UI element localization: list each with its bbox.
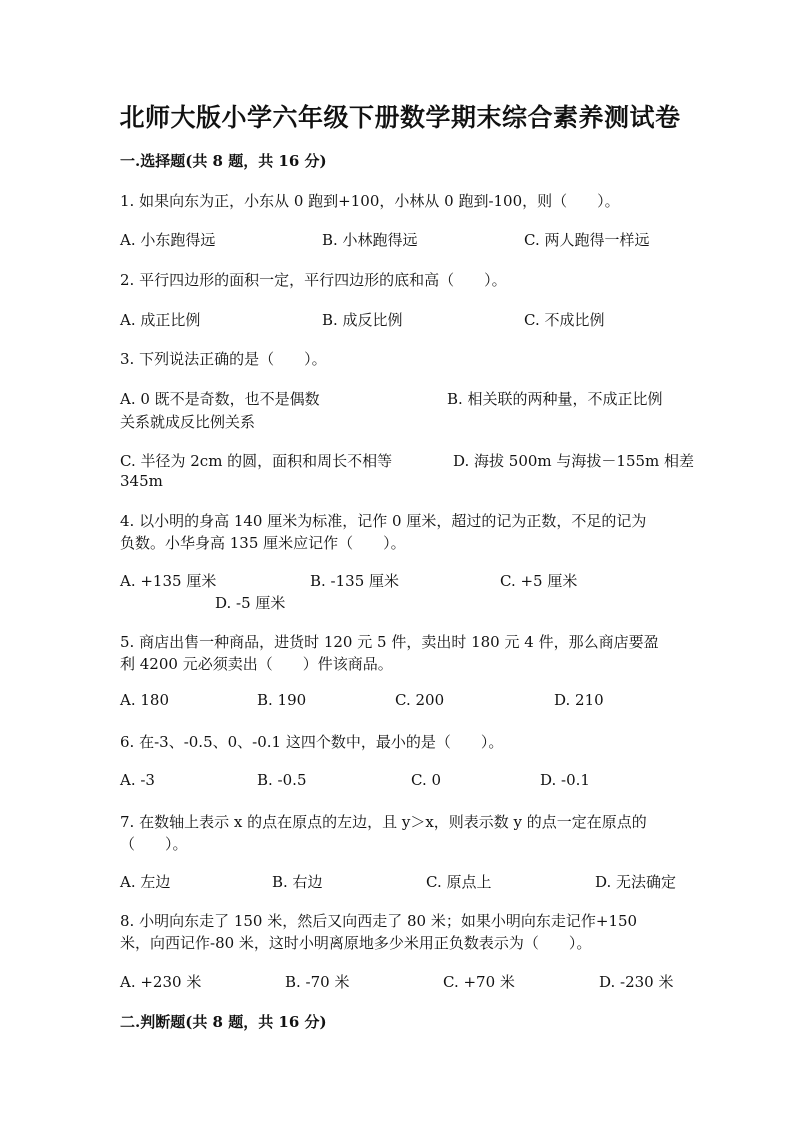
question-5-option-c: C. 200 <box>395 691 445 709</box>
question-5-option-d: D. 210 <box>554 691 604 709</box>
question-5-option-a: A. 180 <box>120 691 169 709</box>
section-heading-multiple-choice: 一.选择题(共 8 题，共 16 分) <box>120 152 327 170</box>
question-8-option-b: B. -70 米 <box>285 973 350 991</box>
question-7-option-a: A. 左边 <box>120 873 171 891</box>
question-1-option-c: C. 两人跑得一样远 <box>524 231 650 249</box>
question-4-option-c: C. +5 厘米 <box>500 572 578 590</box>
question-1-option-a: A. 小东跑得远 <box>120 231 216 249</box>
question-4-stem-line-2: 负数。小华身高 135 厘米应记作（ ）。 <box>120 534 406 552</box>
question-3-option-c: C. 半径为 2cm 的圆，面积和周长不相等 <box>120 452 393 470</box>
question-2-option-c: C. 不成比例 <box>524 311 605 329</box>
question-5-stem-line-1: 5. 商店出售一种商品，进货时 120 元 5 件，卖出时 180 元 4 件，那么商店要盈 <box>120 633 659 651</box>
question-7-stem-line-1: 7. 在数轴上表示 x 的点在原点的左边，且 y＞x，则表示数 y 的点一定在原点的 <box>120 813 647 831</box>
question-3-option-a: A. 0 既不是奇数，也不是偶数 <box>120 390 320 408</box>
question-4-option-b: B. -135 厘米 <box>310 572 400 590</box>
question-3-stem: 3. 下列说法正确的是（ ）。 <box>120 350 327 368</box>
question-5-stem-line-2: 利 4200 元必须卖出（ ）件该商品。 <box>120 655 393 673</box>
question-7-option-b: B. 右边 <box>272 873 323 891</box>
question-2-stem: 2. 平行四边形的面积一定，平行四边形的底和高（ ）。 <box>120 271 507 289</box>
question-8-option-c: C. +70 米 <box>443 973 515 991</box>
question-6-stem: 6. 在-3、-0.5、0、-0.1 这四个数中，最小的是（ ）。 <box>120 733 504 751</box>
question-7-option-d: D. 无法确定 <box>595 873 677 891</box>
question-3-option-d: D. 海拔 500m 与海拔－155m 相差 <box>453 452 695 470</box>
question-4-stem-line-1: 4. 以小明的身高 140 厘米为标准，记作 0 厘米，超过的记为正数，不足的记为 <box>120 512 647 530</box>
question-6-option-a: A. -3 <box>120 771 155 789</box>
question-6-option-c: C. 0 <box>411 771 442 789</box>
question-1-option-b: B. 小林跑得远 <box>322 231 418 249</box>
question-6-option-b: B. -0.5 <box>257 771 307 789</box>
question-7-stem-line-2: （ ）。 <box>120 835 188 853</box>
section-heading-true-false: 二.判断题(共 8 题，共 16 分) <box>120 1013 327 1031</box>
question-6-option-d: D. -0.1 <box>540 771 590 789</box>
question-7-option-c: C. 原点上 <box>426 873 492 891</box>
page-title: 北师大版小学六年级下册数学期末综合素养测试卷 <box>119 103 681 132</box>
question-8-option-a: A. +230 米 <box>120 973 202 991</box>
question-8-option-d: D. -230 米 <box>599 973 674 991</box>
question-4-option-d: D. -5 厘米 <box>215 594 286 612</box>
question-3-option-b: B. 相关联的两种量，不成正比例 <box>447 390 663 408</box>
question-2-option-a: A. 成正比例 <box>120 311 201 329</box>
question-4-option-a: A. +135 厘米 <box>120 572 217 590</box>
question-3-option-d-continued: 345m <box>120 472 163 490</box>
question-8-stem-line-2: 米，向西记作-80 米，这时小明离原地多少米用正负数表示为（ ）。 <box>120 934 592 952</box>
question-3-option-b-continued: 关系就成反比例关系 <box>120 413 256 431</box>
question-8-stem-line-1: 8. 小明向东走了 150 米，然后又向西走了 80 米；如果小明向东走记作+150 <box>120 912 638 930</box>
question-5-option-b: B. 190 <box>257 691 307 709</box>
question-1-stem: 1. 如果向东为正，小东从 0 跑到+100，小林从 0 跑到-100，则（ ）。 <box>120 192 620 210</box>
question-2-option-b: B. 成反比例 <box>322 311 403 329</box>
